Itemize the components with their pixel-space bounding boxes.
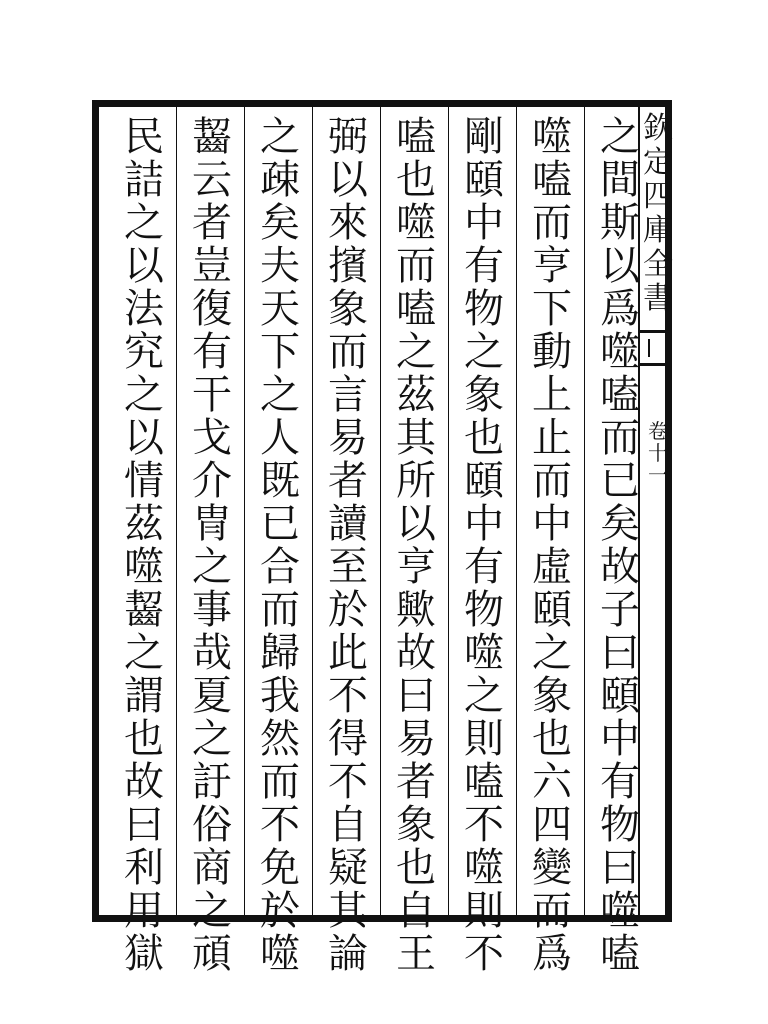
character: 下 bbox=[532, 286, 572, 332]
text-column-6 bbox=[248, 116, 312, 976]
character: 事 bbox=[192, 587, 232, 633]
character: 噬 bbox=[600, 329, 640, 375]
character: 復 bbox=[192, 286, 232, 332]
juan-char: 十 bbox=[648, 441, 668, 465]
character: 免 bbox=[260, 845, 300, 891]
character: 哉 bbox=[192, 630, 232, 676]
character: 止 bbox=[532, 415, 572, 461]
character: 也 bbox=[396, 157, 436, 203]
character: 既 bbox=[260, 458, 300, 504]
character: 究 bbox=[124, 329, 164, 375]
character: 齧 bbox=[124, 587, 164, 633]
character: 象 bbox=[532, 673, 572, 719]
character: 嗑 bbox=[464, 759, 504, 805]
character: 以 bbox=[124, 243, 164, 289]
character: 之 bbox=[192, 716, 232, 762]
character: 象 bbox=[396, 802, 436, 848]
character: 頤 bbox=[600, 673, 640, 719]
character: 言 bbox=[328, 372, 368, 418]
title-char: 定 bbox=[643, 145, 673, 180]
character: 云 bbox=[192, 157, 232, 203]
character: 不 bbox=[464, 931, 504, 977]
character: 嗑 bbox=[396, 114, 436, 160]
column-rule bbox=[312, 106, 313, 916]
character: 物 bbox=[464, 587, 504, 633]
character: 噬 bbox=[464, 845, 504, 891]
column-rule bbox=[244, 106, 245, 916]
character: 嗑 bbox=[600, 931, 640, 977]
text-column-3 bbox=[452, 116, 516, 976]
character: 天 bbox=[260, 286, 300, 332]
character: 得 bbox=[328, 716, 368, 762]
juan-char: 一 bbox=[648, 463, 668, 487]
character: 間 bbox=[600, 157, 640, 203]
juan-char: 卷 bbox=[648, 419, 668, 443]
character: 曰 bbox=[396, 673, 436, 719]
character: 而 bbox=[532, 200, 572, 246]
character: 下 bbox=[260, 329, 300, 375]
character: 之 bbox=[192, 544, 232, 590]
character: 夏 bbox=[192, 673, 232, 719]
text-column-8 bbox=[112, 116, 176, 976]
character: 民 bbox=[124, 114, 164, 160]
character: 商 bbox=[192, 845, 232, 891]
character: 茲 bbox=[124, 501, 164, 547]
character: 茲 bbox=[396, 372, 436, 418]
character: 之 bbox=[124, 630, 164, 676]
character: 至 bbox=[328, 544, 368, 590]
character: 故 bbox=[600, 544, 640, 590]
character: 弼 bbox=[328, 114, 368, 160]
character: 斯 bbox=[600, 200, 640, 246]
title-char: 庫 bbox=[643, 213, 673, 248]
character: 曰 bbox=[124, 802, 164, 848]
character: 干 bbox=[192, 372, 232, 418]
text-column-4 bbox=[384, 116, 448, 976]
character: 此 bbox=[328, 630, 368, 676]
character: 者 bbox=[192, 200, 232, 246]
character: 頤 bbox=[532, 587, 572, 633]
text-column-5 bbox=[316, 116, 380, 976]
character: 以 bbox=[124, 415, 164, 461]
character: 法 bbox=[124, 286, 164, 332]
character: 亨 bbox=[532, 243, 572, 289]
character: 亨 bbox=[396, 544, 436, 590]
character: 而 bbox=[396, 243, 436, 289]
character: 疑 bbox=[328, 845, 368, 891]
character: 有 bbox=[600, 759, 640, 805]
character: 我 bbox=[260, 673, 300, 719]
character: 於 bbox=[260, 888, 300, 934]
column-rule bbox=[516, 106, 517, 916]
character: 俗 bbox=[192, 802, 232, 848]
character: 合 bbox=[260, 544, 300, 590]
character: 也 bbox=[464, 415, 504, 461]
text-column-1 bbox=[588, 116, 652, 976]
character: 則 bbox=[464, 888, 504, 934]
character: 利 bbox=[124, 845, 164, 891]
character: 之 bbox=[192, 888, 232, 934]
character: 有 bbox=[464, 544, 504, 590]
character: 已 bbox=[600, 458, 640, 504]
character: 疎 bbox=[260, 157, 300, 203]
character: 之 bbox=[464, 329, 504, 375]
character: 之 bbox=[124, 372, 164, 418]
character: 而 bbox=[260, 587, 300, 633]
text-column-2 bbox=[520, 116, 584, 976]
column-rule bbox=[176, 106, 177, 916]
title-char: 欽 bbox=[643, 111, 673, 146]
character: 噬 bbox=[532, 114, 572, 160]
character: 冑 bbox=[192, 501, 232, 547]
character: 以 bbox=[396, 501, 436, 547]
column-rule bbox=[380, 106, 381, 916]
column-rule bbox=[584, 106, 585, 916]
character: 矣 bbox=[600, 501, 640, 547]
character: 也 bbox=[396, 845, 436, 891]
character: 歟 bbox=[396, 587, 436, 633]
character: 歸 bbox=[260, 630, 300, 676]
text-column-7 bbox=[180, 116, 244, 976]
character: 情 bbox=[124, 458, 164, 504]
character: 而 bbox=[600, 415, 640, 461]
character: 中 bbox=[464, 200, 504, 246]
column-rule bbox=[448, 106, 449, 916]
character: 不 bbox=[328, 759, 368, 805]
character: 豈 bbox=[192, 243, 232, 289]
character: 頤 bbox=[464, 458, 504, 504]
character: 已 bbox=[260, 501, 300, 547]
title-char: 書 bbox=[643, 281, 673, 316]
character: 而 bbox=[532, 888, 572, 934]
character: 噬 bbox=[124, 544, 164, 590]
character: 子 bbox=[600, 587, 640, 633]
character: 有 bbox=[464, 243, 504, 289]
character: 噬 bbox=[396, 200, 436, 246]
character: 易 bbox=[328, 415, 368, 461]
character: 王 bbox=[396, 931, 436, 977]
character: 中 bbox=[532, 501, 572, 547]
character: 虛 bbox=[532, 544, 572, 590]
character: 自 bbox=[328, 802, 368, 848]
character: 之 bbox=[396, 329, 436, 375]
character: 易 bbox=[396, 716, 436, 762]
character: 之 bbox=[260, 114, 300, 160]
character: 也 bbox=[532, 716, 572, 762]
character: 之 bbox=[464, 673, 504, 719]
character: 剛 bbox=[464, 114, 504, 160]
character: 之 bbox=[600, 114, 640, 160]
character: 六 bbox=[532, 759, 572, 805]
character: 故 bbox=[396, 630, 436, 676]
character: 不 bbox=[328, 673, 368, 719]
character: 嗑 bbox=[600, 372, 640, 418]
character: 物 bbox=[600, 802, 640, 848]
character: 矣 bbox=[260, 200, 300, 246]
character: 訏 bbox=[192, 759, 232, 805]
title-char: 全 bbox=[643, 247, 673, 282]
character: 嗑 bbox=[396, 286, 436, 332]
character: 而 bbox=[328, 329, 368, 375]
character: 詰 bbox=[124, 157, 164, 203]
character: 論 bbox=[328, 931, 368, 977]
character: 噬 bbox=[260, 931, 300, 977]
character: 爲 bbox=[532, 931, 572, 977]
character: 所 bbox=[396, 458, 436, 504]
character: 中 bbox=[600, 716, 640, 762]
character: 介 bbox=[192, 458, 232, 504]
character: 爲 bbox=[600, 286, 640, 332]
character: 則 bbox=[464, 716, 504, 762]
character: 象 bbox=[328, 286, 368, 332]
character: 其 bbox=[328, 888, 368, 934]
character: 中 bbox=[464, 501, 504, 547]
character: 夫 bbox=[260, 243, 300, 289]
character: 物 bbox=[464, 286, 504, 332]
character: 不 bbox=[464, 802, 504, 848]
character: 擯 bbox=[328, 243, 368, 289]
character: 然 bbox=[260, 716, 300, 762]
character: 之 bbox=[124, 200, 164, 246]
character: 獄 bbox=[124, 931, 164, 977]
character: 人 bbox=[260, 415, 300, 461]
character: 其 bbox=[396, 415, 436, 461]
character: 者 bbox=[396, 759, 436, 805]
character: 來 bbox=[328, 200, 368, 246]
character: 曰 bbox=[600, 630, 640, 676]
character: 以 bbox=[600, 243, 640, 289]
character: 於 bbox=[328, 587, 368, 633]
title-char: 四 bbox=[643, 179, 673, 214]
character: 也 bbox=[124, 716, 164, 762]
character: 讀 bbox=[328, 501, 368, 547]
character: 自 bbox=[396, 888, 436, 934]
character: 用 bbox=[124, 888, 164, 934]
character: 不 bbox=[260, 802, 300, 848]
character: 謂 bbox=[124, 673, 164, 719]
character: 故 bbox=[124, 759, 164, 805]
character: 變 bbox=[532, 845, 572, 891]
character: 噬 bbox=[464, 630, 504, 676]
character: 頑 bbox=[192, 931, 232, 977]
character: 上 bbox=[532, 372, 572, 418]
character: 之 bbox=[532, 630, 572, 676]
character: 以 bbox=[328, 157, 368, 203]
character: 者 bbox=[328, 458, 368, 504]
character: 四 bbox=[532, 802, 572, 848]
character: 動 bbox=[532, 329, 572, 375]
character: 頤 bbox=[464, 157, 504, 203]
character: 之 bbox=[260, 372, 300, 418]
character: 嗑 bbox=[532, 157, 572, 203]
character: 象 bbox=[464, 372, 504, 418]
character: 戈 bbox=[192, 415, 232, 461]
character: 有 bbox=[192, 329, 232, 375]
character: 噬 bbox=[600, 888, 640, 934]
character: 而 bbox=[260, 759, 300, 805]
character: 而 bbox=[532, 458, 572, 504]
character: 齧 bbox=[192, 114, 232, 160]
character: 曰 bbox=[600, 845, 640, 891]
